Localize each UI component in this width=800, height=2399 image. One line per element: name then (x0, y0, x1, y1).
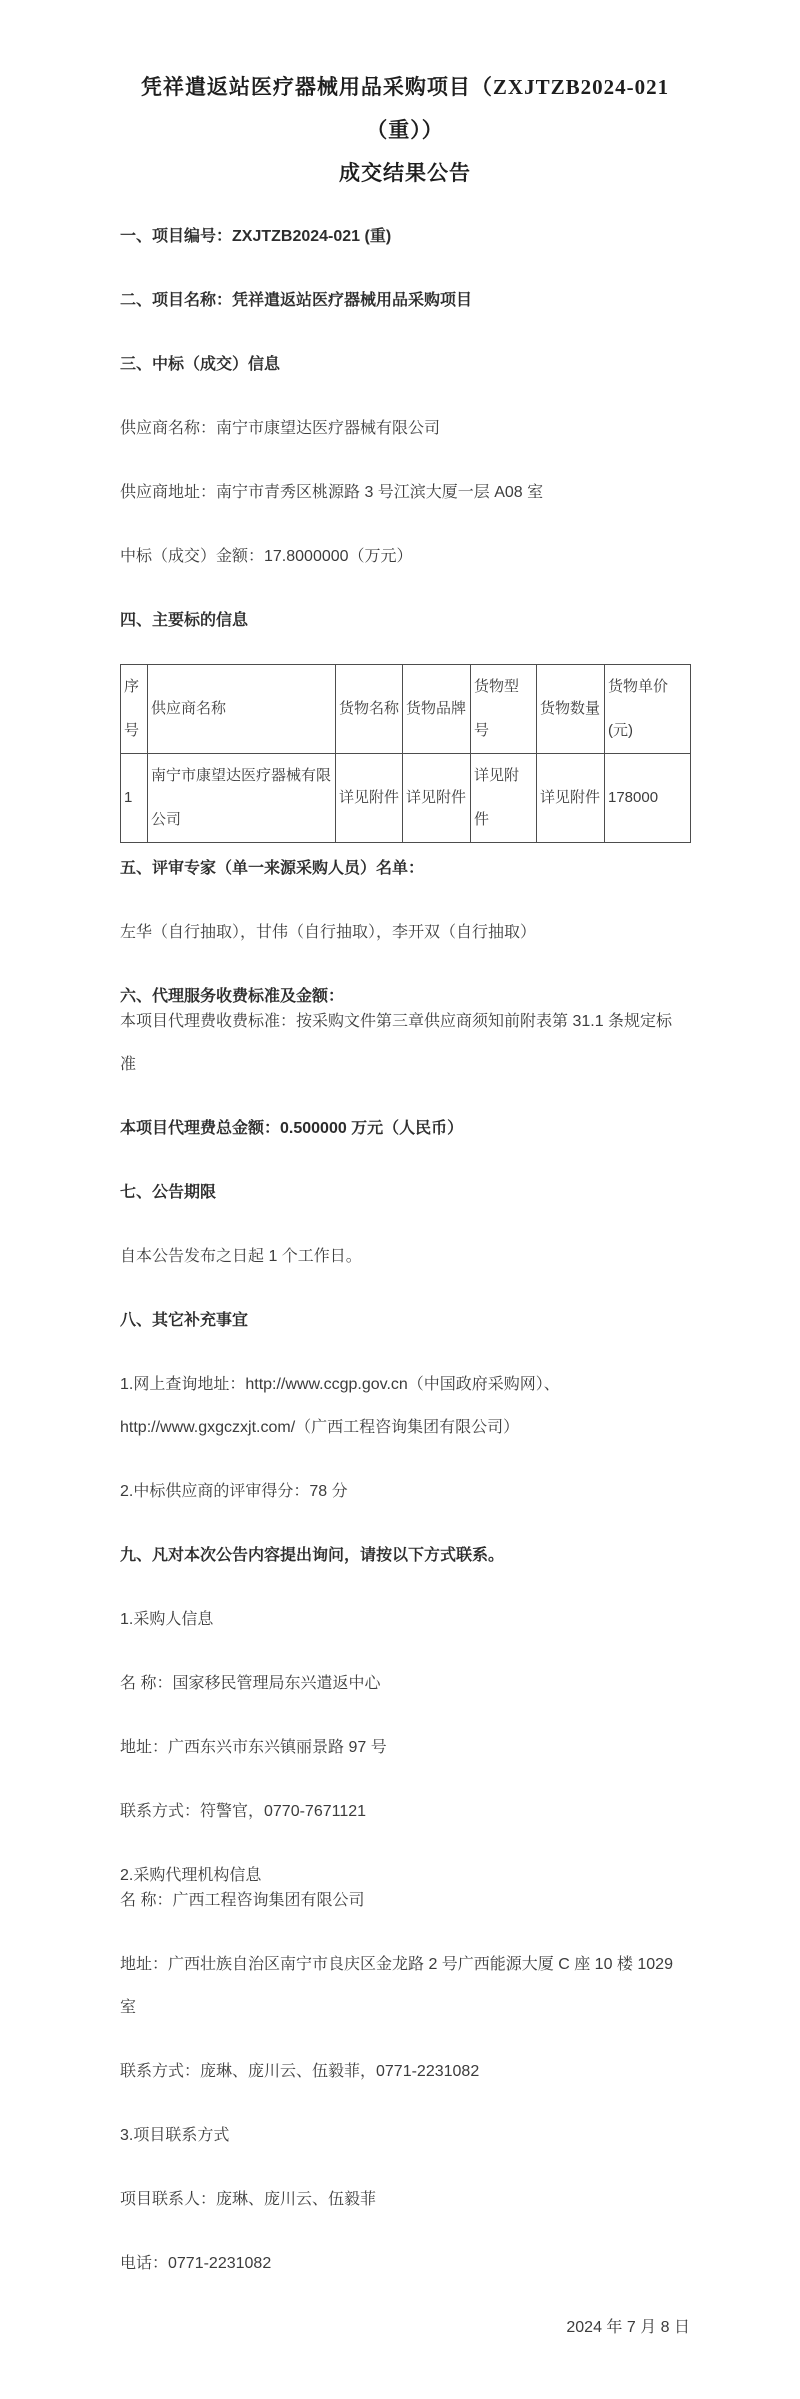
section-3-heading-award-info: 三、中标（成交）信息 (120, 356, 281, 373)
section-5-heading-experts: 五、评审专家（单一来源采购人员）名单： (120, 860, 425, 877)
section-7-heading-notice-period: 七、公告期限 (120, 1184, 217, 1201)
cell-unit-price: 178000 (605, 754, 691, 843)
cell-goods-model: 详见附件 (471, 754, 537, 843)
table-header-goods-model: 货物型号 (471, 665, 537, 754)
review-score-line: 2.中标供应商的评审得分：78 分 (120, 1483, 348, 1500)
table-header-supplier: 供应商名称 (148, 665, 336, 754)
table-header-goods-qty: 货物数量 (537, 665, 605, 754)
notice-period-line: 自本公告发布之日起 1 个工作日。 (120, 1248, 362, 1265)
project-contact-label: 3.项目联系方式 (120, 2127, 230, 2144)
project-contacts-line: 项目联系人：庞琳、庞川云、伍毅菲 (120, 2191, 377, 2208)
purchaser-info-label: 1.采购人信息 (120, 1611, 214, 1628)
cell-goods-name: 详见附件 (336, 754, 403, 843)
purchaser-name-line: 名 称：国家移民管理局东兴遣返中心 (120, 1675, 381, 1692)
section-8-heading-supplementary: 八、其它补充事宜 (120, 1312, 249, 1329)
supplier-name-line: 供应商名称：南宁市康望达医疗器械有限公司 (120, 420, 441, 437)
agency-address-line-1: 地址：广西壮族自治区南宁市良庆区金龙路 2 号广西能源大厦 C 座 10 楼 1029 (120, 1956, 673, 1973)
agency-fee-standard-line-2: 准 (120, 1056, 137, 1073)
section-2-heading-project-name: 二、项目名称：凭祥遣返站医疗器械用品采购项目 (120, 292, 473, 309)
query-url-line-2: http://www.gxgczxjt.com/（广西工程咨询集团有限公司） (120, 1419, 520, 1436)
purchaser-address-line: 地址：广西东兴市东兴镇丽景路 97 号 (120, 1739, 387, 1756)
agency-info-label: 2.采购代理机构信息 (120, 1867, 262, 1884)
agency-fee-total-line: 本项目代理费总金额：0.500000 万元（人民币） (120, 1120, 464, 1137)
agency-fee-standard-line-1: 本项目代理费收费标准：按采购文件第三章供应商须知前附表第 31.1 条规定标 (120, 1013, 673, 1030)
agency-address-line-2: 室 (120, 1999, 137, 2016)
award-table-data-row (121, 754, 691, 843)
announcement-date: 2024 年 7 月 8 日 (566, 2319, 690, 2336)
agency-name-line: 名 称：广西工程咨询集团有限公司 (120, 1892, 365, 1909)
table-header-goods-name: 货物名称 (336, 665, 403, 754)
query-url-line-1: 1.网上查询地址：http://www.ccgp.gov.cn（中国政府采购网）、 (120, 1376, 560, 1393)
document-title-line-2: 成交结果公告 (339, 161, 471, 185)
cell-seq: 1 (121, 754, 148, 843)
supplier-address-line: 供应商地址：南宁市青秀区桃源路 3 号江滨大厦一层 A08 室 (120, 484, 544, 501)
section-4-heading-main-subject: 四、主要标的信息 (120, 612, 249, 629)
award-table-header-row (121, 665, 691, 754)
project-phone-line: 电话：0771-2231082 (120, 2255, 272, 2272)
cell-supplier: 南宁市康望达医疗器械有限公司 (148, 754, 336, 843)
agency-contact-line: 联系方式：庞琳、庞川云、伍毅菲，0771-2231082 (120, 2063, 480, 2080)
purchaser-contact-line: 联系方式：符警官，0770-7671121 (120, 1803, 367, 1820)
document-title-line-1: 凭祥遣返站医疗器械用品采购项目（ZXJTZB2024-021（重）） (140, 75, 670, 142)
section-1-heading-project-number: 一、项目编号：ZXJTZB2024-021 (重) (120, 228, 392, 245)
table-header-seq: 序号 (121, 665, 148, 754)
award-table (120, 664, 691, 843)
table-header-unit-price: 货物单价(元) (605, 665, 691, 754)
award-amount-line: 中标（成交）金额：17.8000000（万元） (120, 548, 413, 565)
table-header-goods-brand: 货物品牌 (403, 665, 471, 754)
section-6-heading-agency-fee: 六、代理服务收费标准及金额： (120, 988, 345, 1005)
section-9-heading-contact: 九、凡对本次公告内容提出询问，请按以下方式联系。 (120, 1547, 505, 1564)
cell-goods-qty: 详见附件 (537, 754, 605, 843)
experts-list-line: 左华（自行抽取），甘伟（自行抽取），李开双（自行抽取） (120, 924, 537, 941)
cell-goods-brand: 详见附件 (403, 754, 471, 843)
